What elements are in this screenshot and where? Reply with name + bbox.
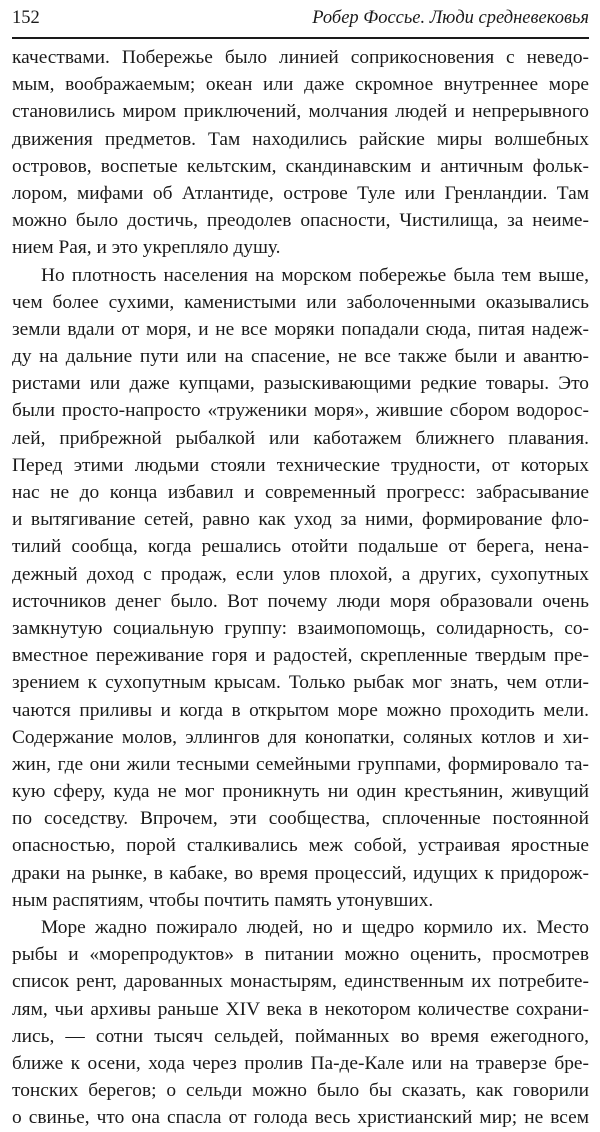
book-page xyxy=(12,0,589,1129)
text-line: драки на рынке, в кабаке, во время процессий, идущих к придорож- xyxy=(12,862,589,884)
text-line: мым, воображаемым; океан или даже скромное внутреннее море xyxy=(12,74,589,96)
text-line: Море жадно пожирало людей, но и щедро кормило их. Место xyxy=(41,917,589,938)
text-line: Содержание молов, эллингов для конопатки, соляных котлов и хи- xyxy=(12,726,589,748)
text-line: дежный доход с продаж, если улов плохой, а других, сухопутных xyxy=(12,563,589,585)
text-line: островов, воспетые кельтским, скандинавским и античным фольк- xyxy=(12,155,589,177)
text-line: движения предметов. Там находились райские миры волшебных xyxy=(12,128,589,150)
text-line: можно было достичь, преодолев опасности, Чистилища, за неиме- xyxy=(12,210,589,232)
text-line: по соседству. Впрочем, эти сообщества, сплоченные постоянной xyxy=(12,808,589,830)
page-header xyxy=(12,6,589,36)
text-line: опасностью, порой сталкивались меж собой, устраивая яростные xyxy=(12,835,589,857)
text-line: Но плотность населения на морском побережье была тем выше, xyxy=(41,264,589,286)
text-line: список рент, дарованных монастырям, единственным их потребите- xyxy=(12,971,589,993)
text-line: Перед этими людьми стояли технические трудности, от которых xyxy=(12,454,589,476)
text-line: чаются приливы и когда в открытом море можно проходить мели. xyxy=(12,699,589,721)
text-line: были просто-напросто «труженики моря», жившие сбором водорос- xyxy=(12,400,589,422)
header-rule xyxy=(12,37,589,39)
text-line: качествами. Побережье было линией соприкосновения с неведо- xyxy=(12,47,589,68)
text-line: о свинье, что она спасла от голода весь христианский мир; не всем xyxy=(12,1107,589,1129)
running-head: Робер Фоссье. Люди средневековья xyxy=(312,8,589,28)
text-line: ристами или даже купцами, разыскивающими редкие товары. Это xyxy=(12,373,589,395)
text-line: ду на дальние пути или на спасение, не все также были и авантю- xyxy=(12,346,589,368)
text-line: ближе к осени, хода через пролив Па-де-Кале или на траверзе бре- xyxy=(12,1052,589,1074)
text-line: замкнутую социальную группу: взаимопомощь, солидарность, со- xyxy=(12,617,589,639)
text-line: зрением к сухопутным крысам. Только рыбак мог знать, чем отли- xyxy=(12,672,589,694)
text-line: земли вдали от моря, и не все моряки попадали сюда, питая надеж- xyxy=(12,318,589,340)
text-line: лись, — сотни тысяч сельдей, пойманных во время ежегодного, xyxy=(12,1025,589,1047)
text-line: жин, где они жили тесными семейными группами, формировало та- xyxy=(12,753,589,775)
text-line: нас не до конца избавил и современный прогресс: забрасывание xyxy=(12,482,589,503)
text-line: чем более сухими, каменистыми или заболоченными оказывались xyxy=(12,291,589,313)
text-line: нием Рая, и это укрепляло душу. xyxy=(12,237,281,259)
text-line: и вытягивание сетей, равно как уход за ними, формирование фло- xyxy=(12,509,589,531)
text-line: лям, чьи архивы раньше XIV века в некотором количестве сохрани- xyxy=(12,998,589,1020)
text-line: тилий сообща, когда решались отойти подальше от берега, нена- xyxy=(12,536,589,558)
text-line: источников денег было. Вот почему люди моря образовали очень xyxy=(12,590,589,612)
page-number: 152 xyxy=(12,8,40,28)
text-line: тонских берегов; о сельди можно было бы сказать, как говорили xyxy=(12,1080,589,1102)
text-line: становились миром приключений, молчания людей и непрерывного xyxy=(12,101,589,123)
text-line: кую сферу, куда не мог проникнуть ни один крестьянин, живущий xyxy=(12,781,589,803)
body-text xyxy=(12,44,589,1132)
text-line: рыбы и «морепродуктов» в питании можно оценить, просмотрев xyxy=(12,944,589,966)
text-line: лором, мифами об Атлантиде, острове Туле или Гренландии. Там xyxy=(12,182,589,204)
text-line: вместное переживание горя и радостей, скрепленные твердым пре- xyxy=(12,645,589,667)
text-line: лей, прибрежной рыбалкой или каботажем ближнего плавания. xyxy=(12,427,589,449)
text-line: ным распятиям, чтобы почтить память утонувших. xyxy=(12,889,434,911)
